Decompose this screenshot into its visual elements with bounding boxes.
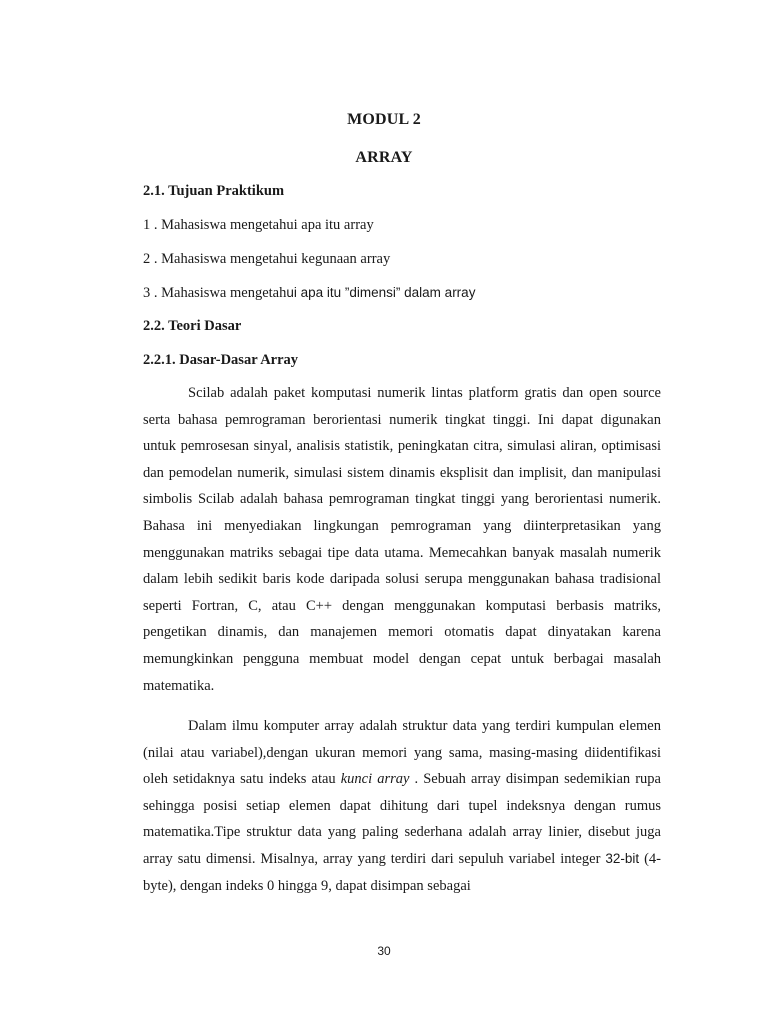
module-title: ARRAY [355,149,413,166]
paragraph-text: Dalam ilmu komputer array adalah struktur data yang terdiri kumpulan elemen (nilai atau variabel),dengan ukuran memori yang sama, masing-masing diidentifikasi oleh setidaknya satu indeks atau [143,718,661,788]
module-number: MODUL 2 [347,111,421,128]
objective-item: 2 . Mahasiswa mengetahui kegunaan array [143,251,391,267]
paragraph-text: (4-byte), dengan indeks 0 hingga 9, dapat disimpan sebagai [143,850,661,894]
objective-item-start: 3 . Mahasiswa mengetah [143,285,287,301]
subsection-heading-dasar: 2.2.1. Dasar-Dasar Array [143,352,299,368]
objective-item: 1 . Mahasiswa mengetahui apa itu array [143,217,374,233]
italic-term: kunci array [340,771,410,788]
page-number: 30 [377,944,391,958]
bit-term: 32-bit [605,850,640,866]
objective-item-end: ui apa itu ”dimensi” dalam array [286,285,476,300]
objective-item [143,285,475,302]
paragraph-text: Scilab adalah paket komputasi numerik lintas platform gratis dan open source serta bahasa pemrograman berorientasi numerik tingkat tinggi. Ini dapat digunakan untuk pemrosesan sinyal, analisis statistik, peningkatan citra, simulasi aliran, optimisasi dan pemodelan numerik, simulasi sistem dinamis eksplisit dan implisit, dan manipulasi simbolis Scilab adalah bahasa pemrograman tingkat tinggi yang berorientasi numerik. Bahasa ini menyediakan lingkungan pemrograman yang diinterpretasikan yang menggunakan matriks sebagai tipe data utama. Memecahkan banyak masalah numerik dalam lebih sedikit baris kode daripada solusi serupa menggunakan bahasa tradisional seperti Fortran, C, atau C++ dengan menggunakan komputasi berbasis matriks, pengetikan dinamis, dan manajemen memori otomatis dapat dinyatakan karena memungkinkan pengguna membuat model dengan cepat untuk berbagai masalah matematika. [143,385,661,694]
section-heading-teori: 2.2. Teori Dasar [143,318,242,334]
section-heading-tujuan: 2.1. Tujuan Praktikum [143,183,285,199]
body-paragraph-array [143,713,661,899]
body-paragraph-scilab [143,380,661,699]
paragraph-text: . Sebuah array disimpan sedemikian rupa sehingga posisi setiap elemen dapat dihitung dari tupel indeksnya dengan rumus matematika.Tipe struktur data yang paling sederhana adalah array linier, disebut juga array satu dimensi. Misalnya, array yang terdiri dari sepuluh variabel integer [143,771,661,867]
